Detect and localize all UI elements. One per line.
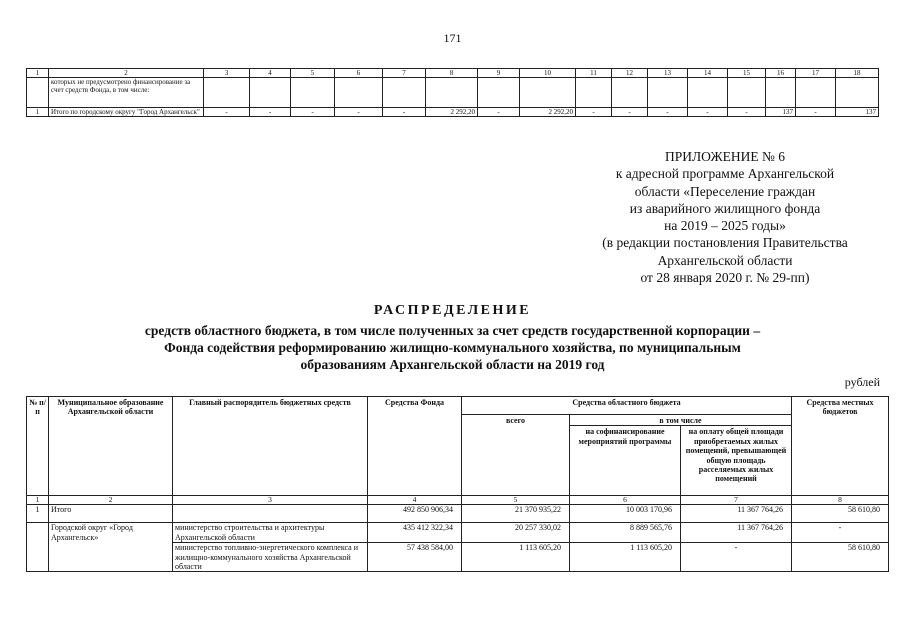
table-header-row — [27, 397, 889, 415]
header-cell: 4 — [250, 69, 291, 78]
table-cell: - — [576, 108, 612, 117]
local-cell: 58 610,80 — [792, 505, 889, 523]
row-name: Итого по городскому округу "Город Архангельск" — [49, 108, 204, 117]
appendix-line: из аварийного жилищного фонда — [629, 200, 821, 216]
header-cell: 12 — [612, 69, 648, 78]
index-cell: 8 — [792, 496, 889, 505]
index-row — [27, 496, 889, 505]
index-cell: 5 — [462, 496, 570, 505]
units-label: рублей — [844, 375, 880, 389]
fund-cell: 492 850 906,34 — [368, 505, 462, 523]
manager-cell — [173, 505, 368, 523]
row-number: 1 — [27, 108, 49, 117]
continuation-total-row — [27, 108, 879, 117]
distribution-table — [26, 396, 889, 572]
total-cell: 21 370 935,22 — [462, 505, 570, 523]
table-cell: - — [478, 108, 520, 117]
table-cell: - — [335, 108, 383, 117]
continuation-note-row — [27, 78, 879, 108]
header-cell: 14 — [688, 69, 728, 78]
header-cell: 13 — [648, 69, 688, 78]
document-title: РАСПРЕДЕЛЕНИЕ — [373, 303, 532, 318]
column-header-local: Средства местных бюджетов — [792, 397, 889, 496]
appendix-line: от 28 января 2020 г. № 29-пп) — [640, 270, 810, 286]
table-cell: - — [204, 108, 250, 117]
header-cell: 8 — [426, 69, 478, 78]
appendix-header — [560, 148, 890, 286]
header-cell: 10 — [520, 69, 576, 78]
header-cell: 18 — [836, 69, 879, 78]
cofinancing-cell: 10 003 170,96 — [570, 505, 681, 523]
table-cell: 137 — [836, 108, 879, 117]
header-cell: 7 — [383, 69, 426, 78]
column-header-total: всего — [462, 415, 570, 496]
continuation-table — [26, 68, 879, 117]
column-header-payment: на оплату общей площади приобретаемых жилых помещений, превышающей общую площадь расселяемых жилых помещений — [681, 426, 792, 496]
header-cell: 2 — [49, 69, 204, 78]
table-cell: - — [612, 108, 648, 117]
local-cell: - — [792, 523, 889, 543]
subtitle-line: средств областного бюджета, в том числе полученных за счет средств государственной корпорации – — [144, 323, 761, 338]
table-cell: - — [291, 108, 335, 117]
header-cell: 1 — [27, 69, 49, 78]
column-header-fund: Средства Фонда — [368, 397, 462, 496]
appendix-line: области «Переселение граждан — [634, 183, 816, 199]
table-cell: 2 292,20 — [426, 108, 478, 117]
header-cell: 6 — [335, 69, 383, 78]
manager-cell: министерство топливно-энергетического комплекса и жилищно-коммунального хозяйства Архангельской области — [173, 543, 368, 572]
continuation-header-row — [27, 69, 879, 78]
index-cell: 7 — [681, 496, 792, 505]
appendix-line: на 2019 – 2025 годы» — [664, 218, 786, 234]
table-cell: - — [796, 108, 836, 117]
local-cell: 58 610,80 — [792, 543, 889, 572]
header-cell: 3 — [204, 69, 250, 78]
fund-cell: 57 438 584,00 — [368, 543, 462, 572]
table-cell: - — [383, 108, 426, 117]
header-cell: 15 — [728, 69, 766, 78]
payment-cell: 11 367 764,26 — [681, 505, 792, 523]
index-cell: 2 — [49, 496, 173, 505]
header-cell: 16 — [766, 69, 796, 78]
column-header-municipality: Муниципальное образование Архангельской области — [49, 397, 173, 496]
appendix-line: Архангельской области — [657, 252, 793, 268]
appendix-line: ПРИЛОЖЕНИЕ № 6 — [664, 149, 786, 164]
municipality-cell: Итого — [49, 505, 173, 523]
total-cell: 20 257 330,02 — [462, 523, 570, 543]
index-cell: 4 — [368, 496, 462, 505]
fund-cell: 435 412 322,34 — [368, 523, 462, 543]
cofinancing-cell: 1 113 605,20 — [570, 543, 681, 572]
page-number: 171 — [443, 31, 462, 45]
payment-cell: - — [681, 543, 792, 572]
index-cell: 6 — [570, 496, 681, 505]
row-number — [27, 523, 49, 572]
index-cell: 3 — [173, 496, 368, 505]
total-cell: 1 113 605,20 — [462, 543, 570, 572]
header-cell: 11 — [576, 69, 612, 78]
table-cell: - — [688, 108, 728, 117]
column-header-cofinancing: на софинансирование мероприятий программы — [570, 426, 681, 496]
table-cell: - — [648, 108, 688, 117]
table-row — [27, 505, 889, 523]
column-header-regional: Средства областного бюджета — [462, 397, 792, 415]
column-header-manager: Главный распорядитель бюджетных средств — [173, 397, 368, 496]
document-subtitle — [60, 322, 845, 373]
cofinancing-cell: 8 889 565,76 — [570, 523, 681, 543]
header-cell: 17 — [796, 69, 836, 78]
table-cell: - — [728, 108, 766, 117]
table-cell: 2 292,20 — [520, 108, 576, 117]
index-cell: 1 — [27, 496, 49, 505]
header-cell: 9 — [478, 69, 520, 78]
table-row — [27, 523, 889, 543]
appendix-line: к адресной программе Архангельской — [615, 166, 835, 182]
manager-cell: министерство строительства и архитектуры Архангельской области — [173, 523, 368, 543]
subtitle-line: Фонда содействия реформированию жилищно-коммунального хозяйства, по муниципальным — [164, 340, 741, 355]
row-number: 1 — [27, 505, 49, 523]
note-text: которых не предусмотрено финансирование за счет средств Фонда, в том числе: — [49, 78, 204, 108]
payment-cell: 11 367 764,26 — [681, 523, 792, 543]
subtitle-line: образованиям Архангельской области на 2019 год — [300, 357, 605, 372]
table-cell: - — [250, 108, 291, 117]
municipality-cell: Городской округ «Город Архангельск» — [49, 523, 173, 572]
column-header-num: № п/п — [27, 397, 49, 496]
table-cell: 137 — [766, 108, 796, 117]
appendix-line: (в редакции постановления Правительства — [602, 235, 848, 251]
column-header-including: в том числе — [570, 415, 792, 426]
header-cell: 5 — [291, 69, 335, 78]
